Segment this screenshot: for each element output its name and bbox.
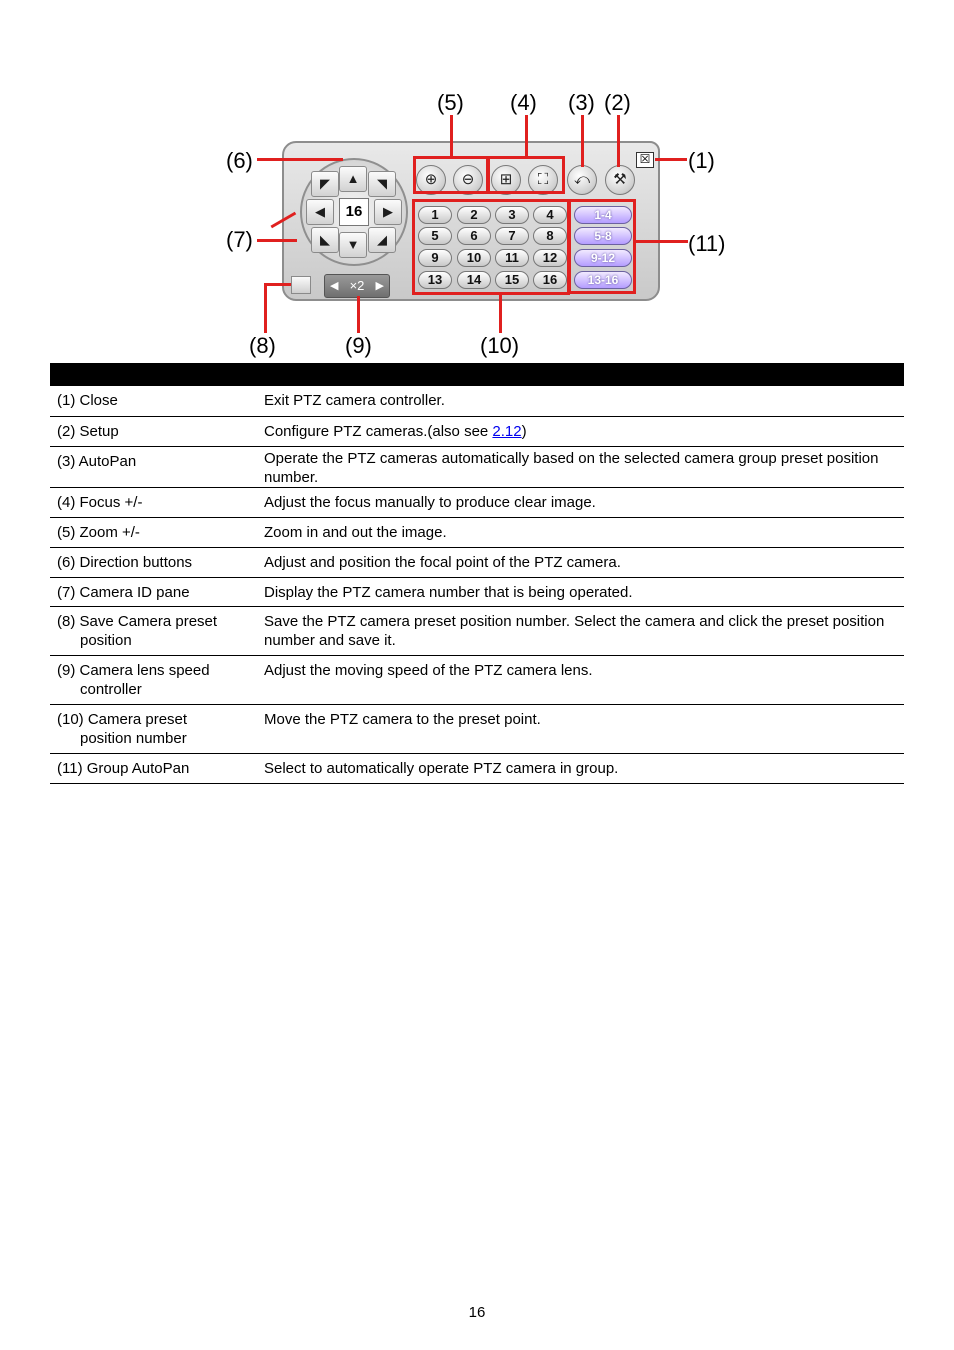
row-label: (2) Setup xyxy=(50,416,257,446)
row-description-text: ) xyxy=(521,422,527,440)
table-row xyxy=(50,446,904,487)
preset-6-button[interactable]: 6 xyxy=(457,227,491,245)
leader-3 xyxy=(581,115,584,167)
preset-2-button[interactable]: 2 xyxy=(457,206,491,224)
highlight-zoom xyxy=(413,156,489,194)
preset-11-button[interactable]: 11 xyxy=(495,249,529,267)
callout-3: (3) xyxy=(568,90,595,115)
table-row xyxy=(50,487,904,517)
leader-2 xyxy=(617,115,620,167)
leader-10 xyxy=(499,293,502,333)
row-label: (11) Group AutoPan xyxy=(50,753,257,783)
leader-4 xyxy=(525,115,528,158)
callout-9: (9) xyxy=(345,333,372,358)
camera-id-pane: 16 xyxy=(339,198,369,226)
group-9-12-button[interactable]: 9-12 xyxy=(574,249,632,267)
leader-11 xyxy=(636,240,688,243)
arrow-icon: ◤ xyxy=(320,176,330,191)
setup-button[interactable] xyxy=(605,165,635,195)
row-description: Adjust the focus manually to produce clear image. xyxy=(257,487,904,517)
down-left-button[interactable] xyxy=(311,227,339,253)
table-row xyxy=(50,416,904,446)
focus-out-icon: ⛶ xyxy=(537,171,549,188)
table-row xyxy=(50,704,904,753)
leader-1 xyxy=(655,158,687,161)
leader-6 xyxy=(257,158,343,161)
ptz-function-table xyxy=(50,386,904,784)
preset-9-button[interactable]: 9 xyxy=(418,249,452,267)
row-label: (6) Direction buttons xyxy=(50,547,257,577)
row-description: Select to automatically operate PTZ camera in group. xyxy=(257,753,904,783)
callout-2: (2) xyxy=(604,90,631,115)
highlight-groups xyxy=(568,199,636,294)
callout-8: (8) xyxy=(249,333,276,358)
row-label-line: controller xyxy=(80,680,142,698)
row-label: (3) AutoPan xyxy=(50,446,257,487)
arrow-icon: ▼ xyxy=(346,237,360,252)
leader-5 xyxy=(450,115,453,158)
lens-speed-controller[interactable] xyxy=(324,274,390,298)
right-button[interactable] xyxy=(374,199,402,225)
callout-4: (4) xyxy=(510,90,537,115)
group-1-4-button[interactable]: 1-4 xyxy=(574,206,632,224)
row-label xyxy=(50,655,257,704)
row-label: (4) Focus +/- xyxy=(50,487,257,517)
preset-16-button[interactable]: 16 xyxy=(533,271,567,289)
speed-increase-icon[interactable]: ▶ xyxy=(375,280,384,292)
row-label xyxy=(50,704,257,753)
preset-5-button[interactable]: 5 xyxy=(418,227,452,245)
row-description: Operate the PTZ cameras automatically based on the selected camera group preset position number. xyxy=(257,446,904,487)
row-label: (1) Close xyxy=(50,386,257,416)
table-row xyxy=(50,577,904,606)
close-button[interactable] xyxy=(636,152,654,168)
preset-12-button[interactable]: 12 xyxy=(533,249,567,267)
callout-6: (6) xyxy=(226,148,253,173)
left-button[interactable] xyxy=(306,199,334,225)
preset-13-button[interactable]: 13 xyxy=(418,271,452,289)
table-row xyxy=(50,655,904,704)
group-5-8-button[interactable]: 5-8 xyxy=(574,227,632,245)
preset-15-button[interactable]: 15 xyxy=(495,271,529,289)
row-description xyxy=(257,416,904,446)
zoom-out-icon: ⊖ xyxy=(461,171,475,188)
leader-8a xyxy=(264,283,267,333)
down-right-button[interactable] xyxy=(368,227,396,253)
arrow-icon: ▲ xyxy=(346,171,360,186)
save-preset-button[interactable] xyxy=(291,276,311,294)
table-header-bar xyxy=(50,363,904,386)
ptz-controller-figure xyxy=(0,0,954,362)
leader-8b xyxy=(264,283,291,286)
focus-in-icon: ⊞ xyxy=(499,171,513,188)
arrow-icon: ◣ xyxy=(320,232,330,247)
row-label xyxy=(50,606,257,655)
arrow-icon: ◢ xyxy=(377,232,387,247)
highlight-presets xyxy=(412,199,570,295)
speed-value: ×2 xyxy=(349,278,365,293)
callout-5: (5) xyxy=(437,90,464,115)
row-label-line: (9) Camera lens speed xyxy=(57,661,210,679)
row-label: (5) Zoom +/- xyxy=(50,517,257,547)
group-13-16-button[interactable]: 13-16 xyxy=(574,271,632,289)
row-description: Zoom in and out the image. xyxy=(257,517,904,547)
callout-10: (10) xyxy=(480,333,520,358)
row-label: (7) Camera ID pane xyxy=(50,577,257,606)
callout-11: (11) xyxy=(688,231,726,256)
table-row xyxy=(50,386,904,416)
page-number: 16 xyxy=(468,1304,486,1321)
close-icon: ☒ xyxy=(639,152,651,166)
arrow-icon: ▶ xyxy=(383,204,393,219)
autopan-icon: ⤺ xyxy=(573,171,591,188)
preset-10-button[interactable]: 10 xyxy=(457,249,491,267)
leader-7a xyxy=(257,239,297,242)
up-button[interactable] xyxy=(339,166,367,192)
autopan-button[interactable] xyxy=(567,165,597,195)
row-description: Adjust and position the focal point of the PTZ camera. xyxy=(257,547,904,577)
row-description: Exit PTZ camera controller. xyxy=(257,386,904,416)
down-button[interactable] xyxy=(339,232,367,258)
row-label-line: position number xyxy=(80,729,187,747)
table-row xyxy=(50,753,904,783)
callout-1: (1) xyxy=(688,148,715,173)
table-row xyxy=(50,606,904,655)
row-label-line: (10) Camera preset xyxy=(57,710,188,728)
row-label-line: (8) Save Camera preset xyxy=(57,612,218,630)
up-right-button[interactable] xyxy=(368,171,396,197)
row-description: Move the PTZ camera to the preset point. xyxy=(257,704,904,753)
up-left-button[interactable] xyxy=(311,171,339,197)
table-row xyxy=(50,517,904,547)
zoom-in-icon: ⊕ xyxy=(424,171,438,188)
preset-1-button[interactable]: 1 xyxy=(418,206,452,224)
highlight-focus xyxy=(487,156,565,194)
row-description: Save the PTZ camera preset position number. Select the camera and click the preset position number and save it. xyxy=(257,606,904,655)
preset-7-button[interactable]: 7 xyxy=(495,227,529,245)
row-label-line: position xyxy=(80,631,132,649)
arrow-icon: ◥ xyxy=(377,176,387,191)
callout-7: (7) xyxy=(226,227,253,252)
row-description: Display the PTZ camera number that is being operated. xyxy=(257,577,904,606)
preset-8-button[interactable]: 8 xyxy=(533,227,567,245)
row-description: Adjust the moving speed of the PTZ camera lens. xyxy=(257,655,904,704)
arrow-icon: ◀ xyxy=(315,204,325,219)
speed-decrease-icon[interactable]: ◀ xyxy=(330,280,339,292)
row-description-text: Configure PTZ cameras.(also see xyxy=(264,422,493,440)
preset-3-button[interactable]: 3 xyxy=(495,206,529,224)
section-link[interactable]: 2.12 xyxy=(492,422,522,440)
preset-4-button[interactable]: 4 xyxy=(533,206,567,224)
setup-icon: ⚒ xyxy=(613,171,627,188)
preset-14-button[interactable]: 14 xyxy=(457,271,491,289)
leader-9 xyxy=(357,296,360,333)
table-row xyxy=(50,547,904,577)
